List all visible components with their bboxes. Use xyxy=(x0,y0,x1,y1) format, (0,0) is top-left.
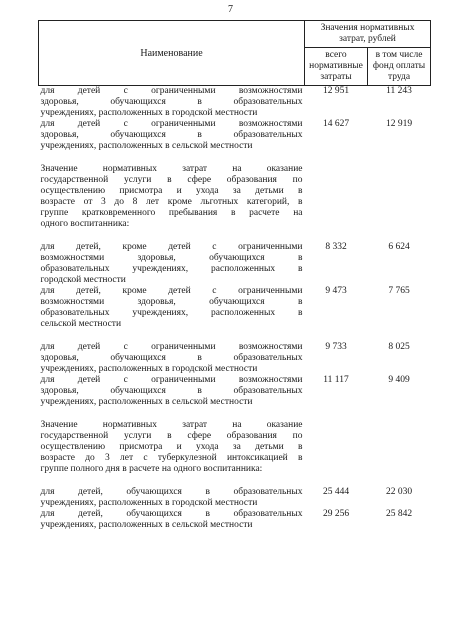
name-line-last: учреждениях, расположенных в сельской местности xyxy=(40,520,253,530)
spacer-row xyxy=(39,408,431,420)
name-line: для детей с ограниченными возможностями xyxy=(40,342,303,352)
name-line: возрасте от 3 до 8 лет кроме льготных категорий, в xyxy=(40,197,303,207)
table-body xyxy=(39,86,431,532)
name-line-last: учреждениях, расположенных в сельской местности xyxy=(40,141,253,151)
row-name xyxy=(39,342,305,375)
spacer-row xyxy=(39,230,431,242)
section-heading-row xyxy=(39,420,431,475)
name-line: Значение нормативных затрат на оказание xyxy=(40,164,303,174)
row-name xyxy=(39,375,305,408)
cell-total: 25 444 xyxy=(322,487,350,497)
table-row xyxy=(39,242,431,286)
table-row xyxy=(39,487,431,509)
name-line: здоровья, обучающихся в образовательных xyxy=(40,386,303,396)
page-number: 7 xyxy=(228,4,233,15)
name-line: для детей, кроме детей с ограниченными xyxy=(40,242,303,252)
name-line: возрасте до 3 лет с туберкулезной интоксикацией в xyxy=(40,453,303,463)
name-line-last: городской местности xyxy=(40,275,126,285)
name-line: здоровья, обучающихся в образовательных xyxy=(40,353,303,363)
spacer-row xyxy=(39,152,431,164)
name-line: Значение нормативных затрат на оказание xyxy=(40,420,303,430)
spacer-row xyxy=(39,475,431,487)
name-line: для детей, обучающихся в образовательных xyxy=(40,509,303,519)
name-line: осуществлению присмотра и ухода за детьми в xyxy=(40,186,303,196)
cell-total: 29 256 xyxy=(322,509,350,519)
table-row xyxy=(39,342,431,375)
section-heading xyxy=(39,420,305,475)
cell-total: 11 117 xyxy=(323,375,349,385)
row-name xyxy=(39,119,305,152)
name-line: для детей с ограниченными возможностями xyxy=(40,119,303,129)
row-name xyxy=(39,509,305,531)
cell-wage xyxy=(368,164,431,230)
section-heading xyxy=(39,164,305,230)
table-row xyxy=(39,286,431,330)
name-line: для детей с ограниченными возможностями xyxy=(40,375,303,385)
name-line: здоровья, обучающихся в образовательных xyxy=(40,97,303,107)
name-line: государственной услуги в сфере образования по xyxy=(40,175,303,185)
cell-wage: 12 919 xyxy=(385,119,413,129)
row-name xyxy=(39,242,305,286)
cell-total xyxy=(305,420,368,475)
section-heading-row xyxy=(39,164,431,230)
row-name xyxy=(39,487,305,509)
cell-total: 14 627 xyxy=(322,119,350,129)
row-name xyxy=(39,286,305,330)
cell-wage: 8 025 xyxy=(388,342,410,352)
cell-total xyxy=(305,164,368,230)
cell-wage: 6 624 xyxy=(388,242,410,252)
name-line-last: сельской местности xyxy=(40,319,122,329)
name-line: возможностями здоровья, обучающихся в xyxy=(40,297,303,307)
cell-wage xyxy=(368,420,431,475)
row-name xyxy=(39,86,305,120)
name-line: образовательных учреждениях, расположенных в xyxy=(40,308,303,318)
spacer-row xyxy=(39,330,431,342)
cell-total: 12 951 xyxy=(322,86,350,96)
name-line-last: учреждениях, расположенных в городской местности xyxy=(40,364,258,374)
header-wage: в том числе фонд оплаты труда xyxy=(368,48,431,86)
name-line-last: группе полного дня в расчете на одного воспитанника: xyxy=(40,464,263,474)
name-line-last: учреждениях, расположенных в городской местности xyxy=(40,498,258,508)
header-name: Наименование xyxy=(39,21,305,86)
cell-wage: 9 409 xyxy=(388,375,410,385)
name-line: возможностями здоровья, обучающихся в xyxy=(40,253,303,263)
name-line: для детей, кроме детей с ограниченными xyxy=(40,286,303,296)
cell-wage: 7 765 xyxy=(388,286,410,296)
cell-wage: 22 030 xyxy=(385,487,413,497)
table-row xyxy=(39,119,431,152)
norm-costs-table xyxy=(38,20,431,531)
cell-total: 9 733 xyxy=(325,342,347,352)
cell-total: 9 473 xyxy=(325,286,347,296)
name-line: государственной услуги в сфере образования по xyxy=(40,431,303,441)
name-line-last: учреждениях, расположенных в городской местности xyxy=(40,108,258,118)
name-line: здоровья, обучающихся в образовательных xyxy=(40,130,303,140)
name-line: образовательных учреждениях, расположенных в xyxy=(40,264,303,274)
header-total: всего нормативные затраты xyxy=(305,48,368,86)
table-row xyxy=(39,375,431,408)
name-line: группе кратковременного пребывания в расчете на xyxy=(40,208,303,218)
name-line-last: одного воспитанника: xyxy=(40,219,130,229)
cell-wage: 25 842 xyxy=(385,509,413,519)
name-line: для детей с ограниченными возможностями xyxy=(40,86,303,96)
table-row xyxy=(39,86,431,120)
cell-total: 8 332 xyxy=(325,242,347,252)
name-line: для детей, обучающихся в образовательных xyxy=(40,487,303,497)
header-values-group: Значения нормативных затрат, рублей xyxy=(305,21,431,48)
cell-wage: 11 243 xyxy=(386,86,412,96)
name-line-last: учреждениях, расположенных в сельской местности xyxy=(40,397,253,407)
name-line: осуществлению присмотра и ухода за детьми в xyxy=(40,442,303,452)
table-row xyxy=(39,509,431,531)
